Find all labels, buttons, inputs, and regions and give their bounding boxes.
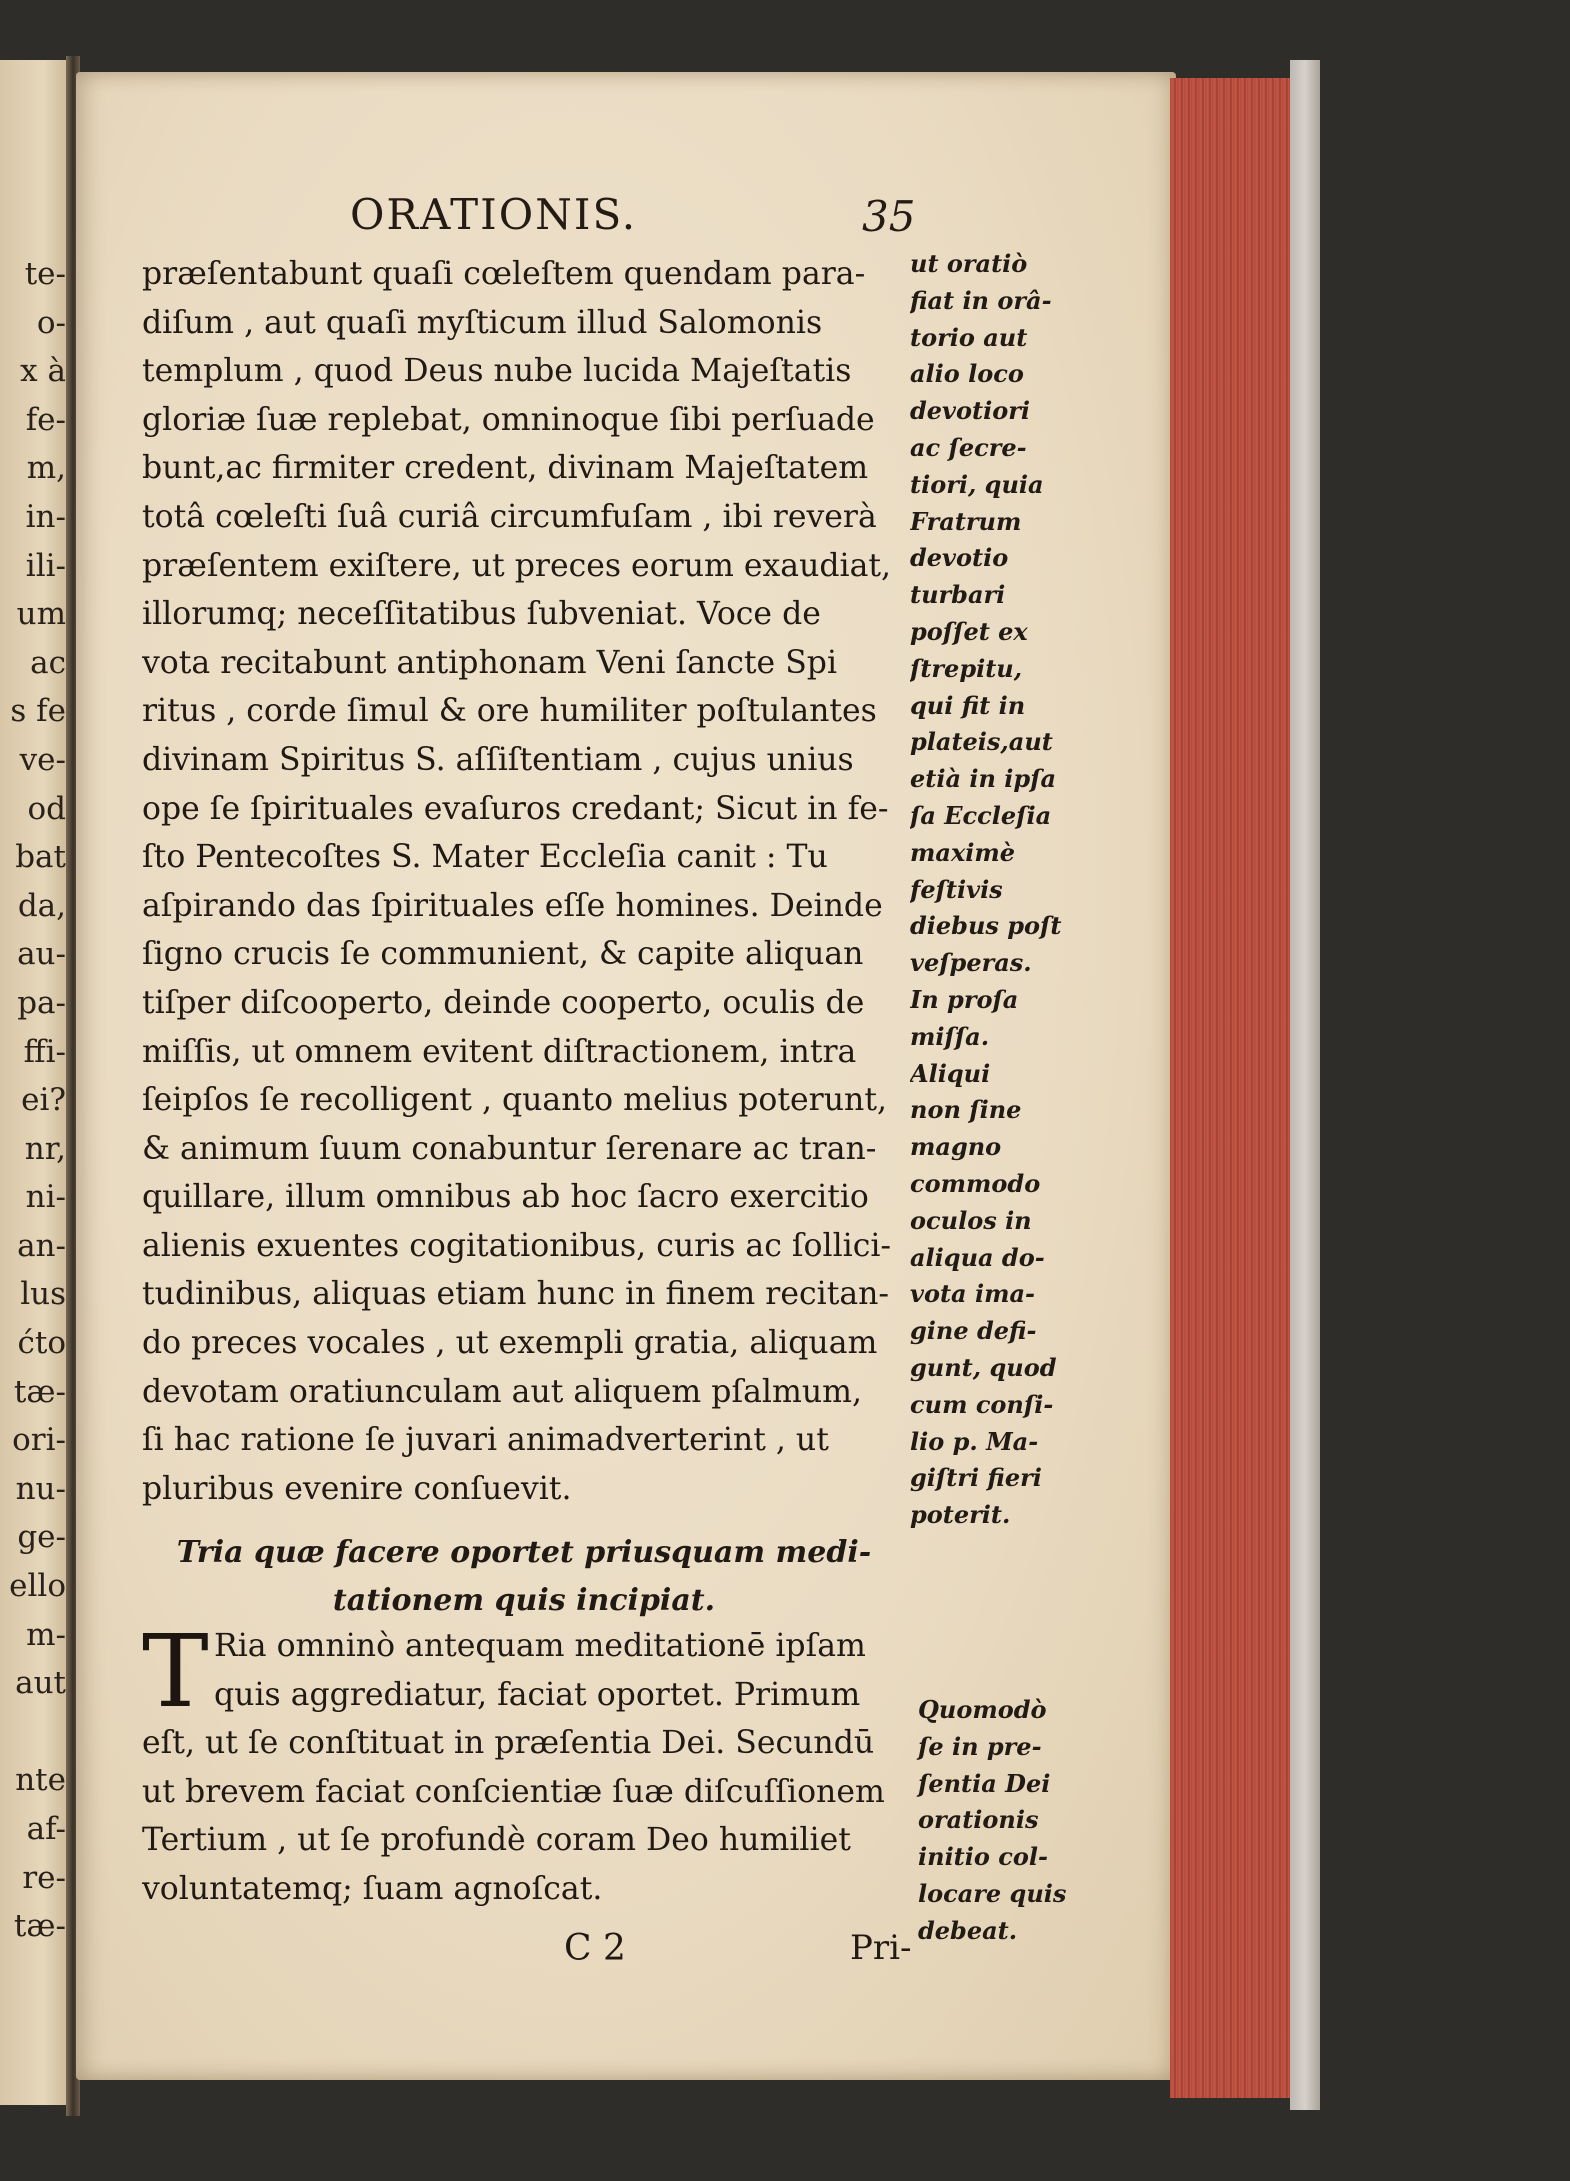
text-line: diſum , aut quaſi myſticum illud Salomonis (142, 304, 823, 341)
drop-cap: T (142, 1613, 209, 1730)
page-number: 35 (862, 192, 916, 241)
text-line: quis aggrediatur, faciat oportet. Primum (214, 1676, 861, 1713)
text-line: ſto Pentecoſtes S. Mater Eccleſia canit : Tu (142, 839, 828, 876)
margin-note-line: qui fit in (910, 690, 1026, 720)
margin-note-line: ſtrepitu, (910, 653, 1023, 683)
margin-note-line: cum conſi- (910, 1389, 1054, 1419)
signature-mark: C 2 (564, 1928, 626, 1969)
text-line: & animum ſuum conabuntur ſerenare ac tran- (142, 1130, 877, 1167)
left-page-line-fragment: lus (20, 1276, 66, 1313)
margin-note-line: miſſa. (910, 1021, 990, 1051)
margin-note-line: Fratrum (910, 506, 1022, 536)
left-page-line-fragment: ni- (25, 1179, 66, 1216)
margin-note-line: commodo (910, 1168, 1041, 1198)
main-text-block (142, 250, 906, 1513)
left-page-line-fragment: in- (25, 498, 66, 535)
text-line: alienis exuentes cogitationibus, curis ac ſollici- (142, 1227, 892, 1264)
text-line: gloriæ ſuæ replebat, omninoque ſibi perſuade (142, 401, 875, 438)
left-page-line-fragment: x à (20, 353, 66, 390)
left-page-line-fragment: s fe (10, 693, 66, 730)
text-line: quillare, illum omnibus ab hoc ſacro exercitio (142, 1179, 869, 1216)
margin-note-line: vota ima- (910, 1279, 1035, 1309)
margin-notes (910, 246, 1070, 1534)
left-page-line-fragment: m- (26, 1616, 66, 1653)
left-page-line-fragment: ili- (25, 547, 66, 584)
margin-note-line: orationis (918, 1805, 1039, 1835)
left-page-line-fragment: ve- (19, 741, 66, 778)
margin-note-line: ſa Eccleſia (910, 800, 1052, 830)
text-line: vota recitabunt antiphonam Veni ſancte Spi (142, 644, 838, 681)
text-line: ut brevem faciat conſcientiæ ſuæ diſcuſſionem (142, 1773, 885, 1810)
red-page-edges (1170, 78, 1304, 2098)
left-page-line-fragment: nr, (24, 1130, 66, 1167)
left-page-line-fragment: bat (15, 839, 66, 876)
left-page-line-fragment: tæ- (13, 1373, 66, 1410)
margin-note-line: fiat in orâ- (910, 285, 1052, 315)
margin-note-line: aliqua do- (910, 1242, 1045, 1272)
margin-note-line: ſe in pre- (918, 1731, 1042, 1761)
margin-note-line: etià in ipſa (910, 764, 1057, 794)
text-line: pluribus evenire conſuevit. (142, 1470, 572, 1507)
margin-note-line: non ſine (910, 1095, 1022, 1125)
section-text-block (142, 1613, 906, 1914)
text-line: ſi hac ratione ſe juvari animadverterint , ut (142, 1422, 829, 1459)
left-page-line-fragment: ćto (17, 1325, 66, 1362)
text-line: divinam Spiritus S. aſſiſtentiam , cujus unius (142, 741, 854, 778)
catchword: Pri- (850, 1928, 912, 1968)
left-page-line-fragment: nu- (15, 1470, 66, 1507)
left-page-line-fragment: pa- (17, 984, 66, 1021)
text-line: totâ cœleſti ſuâ curiâ circumfuſam , ibi reverà (142, 498, 877, 535)
text-line: templum , quod Deus nube lucida Majeſtatis (142, 353, 852, 390)
left-page-line-fragment: au- (17, 936, 66, 973)
margin-note-line: diebus poſt (910, 911, 1062, 941)
margin-note-line: torio aut (910, 322, 1028, 352)
margin-notes-section (918, 1692, 1078, 1950)
margin-note-line: tiori, quia (910, 469, 1044, 499)
left-page-line-fragment: ac (30, 644, 66, 681)
left-page-line-fragment: fe- (25, 401, 66, 438)
text-line: ſigno crucis ſe communient, & capite aliquan (142, 936, 864, 973)
margin-note-line: lio p. Ma- (910, 1426, 1039, 1456)
left-page-line-fragment: ffi- (23, 1033, 66, 1070)
margin-note-line: poterit. (910, 1500, 1011, 1530)
margin-note-line: initio col- (918, 1842, 1048, 1872)
margin-note-line: Aliqui (910, 1058, 991, 1088)
left-page-line-fragment: od (27, 790, 66, 827)
left-page-line-fragment: te- (24, 256, 66, 292)
left-page-line-fragment: ge- (17, 1519, 66, 1556)
section-heading-line-1: Tria quæ facere oportet priusquam medi- (176, 1535, 872, 1570)
left-page (0, 60, 72, 2105)
text-line: tudinibus, aliquas etiam hunc in finem recitan- (142, 1276, 890, 1313)
margin-note-line: gine defi- (910, 1316, 1037, 1346)
margin-note-line: ut oratiò (910, 249, 1028, 278)
text-line: illorumq; neceſſitatibus ſubveniat. Voce de (142, 596, 821, 633)
margin-note-line: debeat. (918, 1915, 1018, 1945)
left-page-line-fragment: um (16, 596, 66, 633)
margin-note-line: turbari (910, 580, 1006, 610)
margin-note-line: magno (910, 1132, 1002, 1162)
margin-note-line: feſtivis (910, 874, 1003, 904)
margin-note-line: oculos in (910, 1205, 1032, 1235)
text-line: tiſper diſcooperto, deinde cooperto, oculis de (142, 984, 865, 1021)
left-page-line-fragment: o- (36, 304, 66, 341)
text-line: Tertium , ut ſe profundè coram Deo humiliet (142, 1822, 851, 1859)
margin-note-line: ac ſecre- (910, 432, 1027, 462)
text-line: aſpirando das ſpirituales eſſe homines. Deinde (142, 887, 883, 924)
text-line: Ria omninò antequam meditationē ipſam (214, 1628, 866, 1664)
margin-note-line: devotio (910, 543, 1009, 573)
cover-edge (1290, 60, 1320, 2110)
left-page-fragments (4, 250, 66, 1951)
text-line: ope ſe ſpirituales evaſuros credant; Sicut in fe- (142, 790, 889, 827)
margin-note-line: Quomodò (918, 1695, 1047, 1724)
text-line: devotam oratiunculam aut aliquem pſalmum, (142, 1373, 863, 1410)
margin-note-line: devotiori (910, 396, 1030, 426)
left-page-line-fragment: af- (26, 1811, 66, 1847)
text-line: ſeipſos ſe recolligent , quanto melius poterunt, (142, 1082, 887, 1119)
text-line: præſentabunt quaſi cœleſtem quendam para- (142, 256, 866, 292)
left-page-line-fragment: ei? (21, 1082, 66, 1119)
left-page-line-fragment: nte (15, 1762, 66, 1799)
left-page-line-fragment: an- (17, 1227, 66, 1264)
margin-note-line: giſtri fieri (910, 1463, 1042, 1493)
left-page-line-fragment: re- (22, 1859, 66, 1896)
margin-note-line: ſentia Dei (918, 1768, 1051, 1798)
text-line: ritus , corde ſimul & ore humiliter poſtulantes (142, 693, 877, 730)
text-line: eſt, ut ſe conſtituat in præſentia Dei. Secundū (142, 1725, 875, 1762)
margin-note-line: gunt, quod (910, 1352, 1057, 1382)
margin-note-line: plateis,aut (910, 727, 1053, 757)
left-page-line-fragment: aut (15, 1665, 66, 1702)
margin-note-line: maximè (910, 837, 1016, 867)
margin-note-line: poſſet ex (910, 616, 1028, 646)
left-page-line-fragment (4, 1708, 66, 1757)
text-line: præſentem exiſtere, ut preces eorum exaudiat, (142, 547, 892, 584)
margin-note-line: locare quis (918, 1878, 1067, 1908)
text-line: bunt,ac firmiter credent, divinam Majeſtatem (142, 450, 869, 487)
margin-note-line: alio loco (910, 359, 1024, 389)
running-title: ORATIONIS. (350, 190, 638, 239)
left-page-line-fragment: ori- (12, 1422, 66, 1459)
text-line: miſſis, ut omnem evitent diſtractionem, intra (142, 1033, 857, 1070)
left-page-line-fragment: ello (9, 1568, 66, 1605)
left-page-line-fragment: m, (26, 450, 66, 487)
section-heading-line-2: tationem quis incipiat. (332, 1583, 716, 1618)
margin-note-line: In proſa (910, 984, 1019, 1014)
left-page-line-fragment: tæ- (13, 1908, 66, 1945)
text-line: voluntatemq; ſuam agnoſcat. (142, 1870, 603, 1907)
left-page-line-fragment: da, (17, 887, 66, 924)
text-line: do preces vocales , ut exempli gratia, aliquam (142, 1325, 878, 1362)
margin-note-line: veſperas. (910, 948, 1032, 978)
